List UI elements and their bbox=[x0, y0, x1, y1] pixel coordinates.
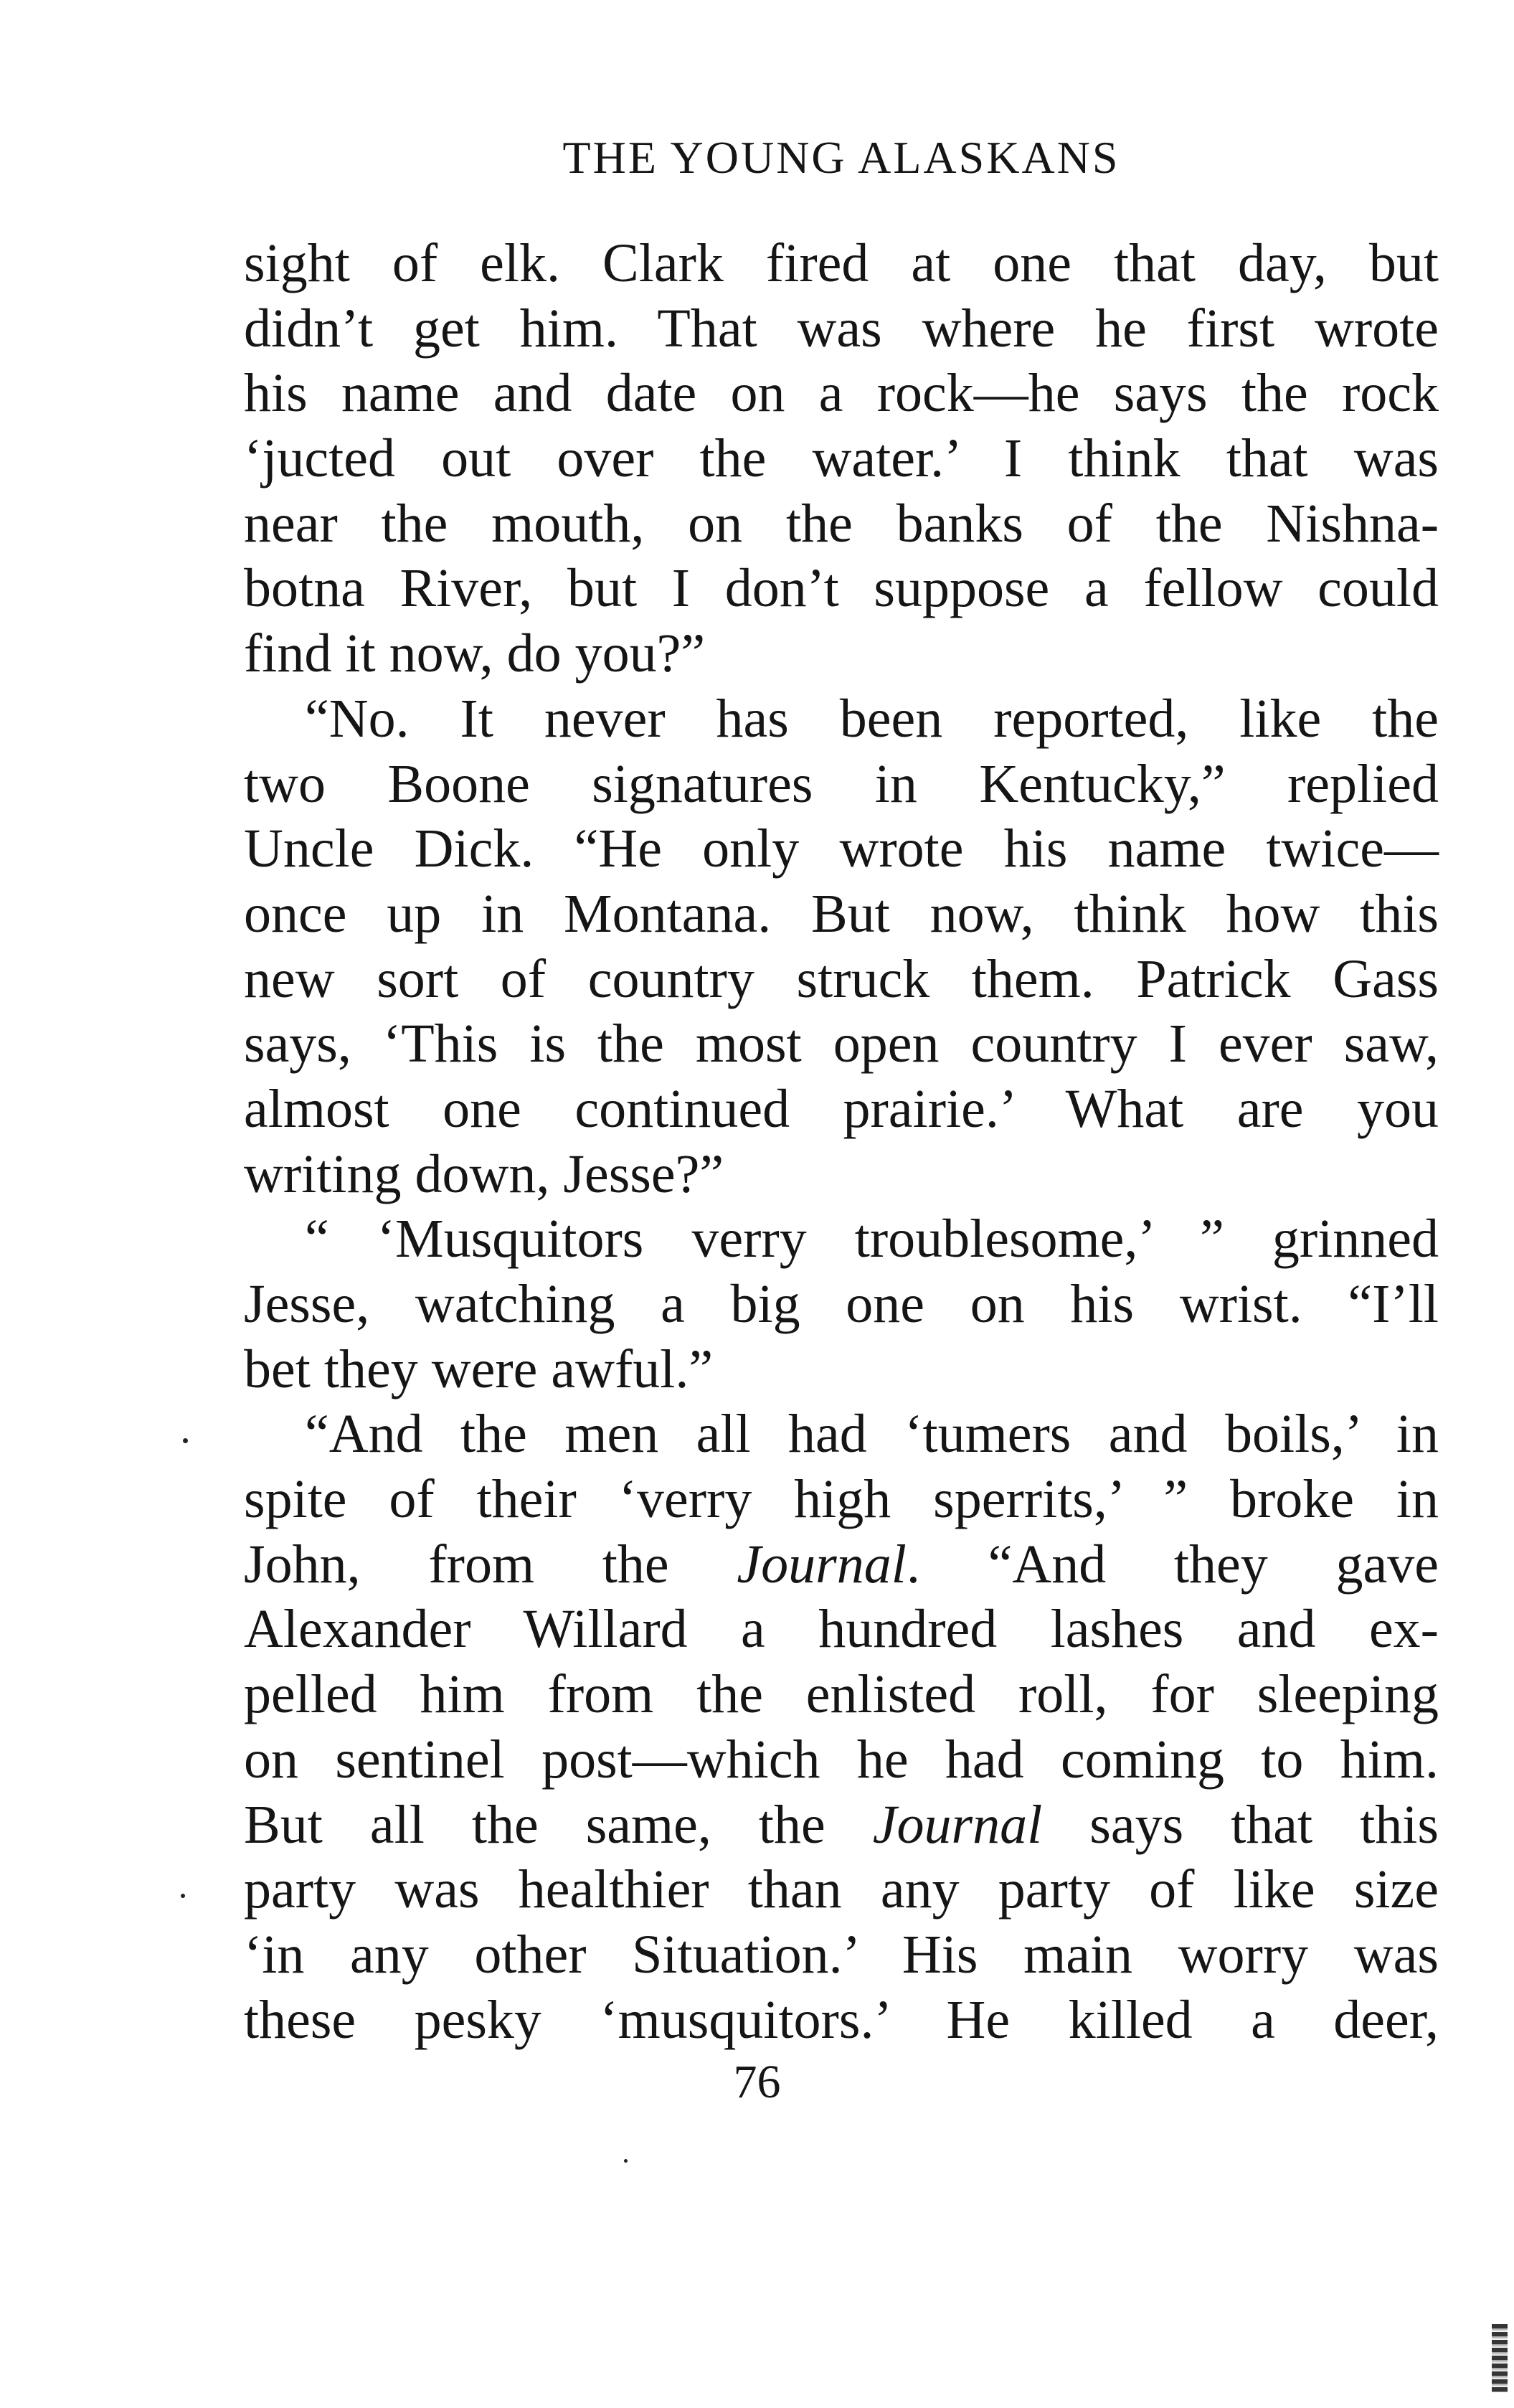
italic-title: Journal bbox=[872, 1794, 1043, 1855]
text-line: two Boone signatures in Kentucky,” replied bbox=[244, 753, 1439, 814]
text-line: “And the men all had ‘tumers and boils,’ in bbox=[305, 1404, 1439, 1465]
text-line: almost one continued prairie.’ What are you bbox=[244, 1078, 1439, 1139]
text-line: But all the same, the Journal says that this bbox=[244, 1794, 1439, 1855]
running-head: THE YOUNG ALASKANS bbox=[562, 132, 1120, 183]
text-line: bet they were awful.” bbox=[244, 1338, 714, 1399]
text-line: new sort of country struck them. Patrick Gass bbox=[244, 948, 1439, 1009]
text-line: says, ‘This is the most open country I ever saw, bbox=[244, 1014, 1439, 1075]
text-line: Jesse, watching a big one on his wrist. “I’ll bbox=[244, 1274, 1439, 1334]
text-line: party was healthier than any party of like size bbox=[244, 1859, 1439, 1920]
italic-title: Journal bbox=[737, 1534, 907, 1595]
text-line: pelled him from the enlisted roll, for sleeping bbox=[244, 1664, 1439, 1725]
text-line: “ ‘Musquitors verry troublesome,’ ” grinned bbox=[305, 1209, 1439, 1270]
text-line: botna River, but I don’t suppose a fellow could bbox=[244, 558, 1439, 619]
margin-speck bbox=[181, 1894, 185, 1898]
page-number: 76 bbox=[733, 2056, 781, 2108]
text-line: “No. It never has been reported, like the bbox=[305, 688, 1439, 749]
text-line: Uncle Dick. “He only wrote his name twice— bbox=[244, 818, 1439, 879]
text-line: near the mouth, on the banks of the Nishna- bbox=[244, 493, 1439, 554]
text-line: ‘in any other Situation.’ His main worry was bbox=[244, 1924, 1439, 1985]
text-line: these pesky ‘musquitors.’ He killed a deer, bbox=[244, 1989, 1439, 2050]
text-line: on sentinel post—which he had coming to him. bbox=[244, 1729, 1439, 1790]
body-text bbox=[244, 231, 1439, 2052]
text-line: writing down, Jesse?” bbox=[244, 1143, 724, 1204]
margin-speck bbox=[624, 2159, 628, 2163]
text-line: John, from the Journal. “And they gave bbox=[244, 1534, 1439, 1595]
text-line: sight of elk. Clark fired at one that day, but bbox=[244, 233, 1439, 293]
margin-speck bbox=[183, 1438, 188, 1443]
text-line: ‘jucted out over the water.’ I think that was bbox=[244, 428, 1439, 489]
text-line: didn’t get him. That was where he first wrote bbox=[244, 298, 1439, 359]
text-line: Alexander Willard a hundred lashes and ex- bbox=[244, 1599, 1439, 1660]
text-line: once up in Montana. But now, think how this bbox=[244, 883, 1439, 944]
text-line: spite of their ‘verry high sperrits,’ ” broke in bbox=[244, 1469, 1439, 1530]
text-line: find it now, do you?” bbox=[244, 623, 706, 684]
text-line: his name and date on a rock—he says the rock bbox=[244, 363, 1439, 424]
edge-smudge bbox=[1492, 2324, 1508, 2392]
